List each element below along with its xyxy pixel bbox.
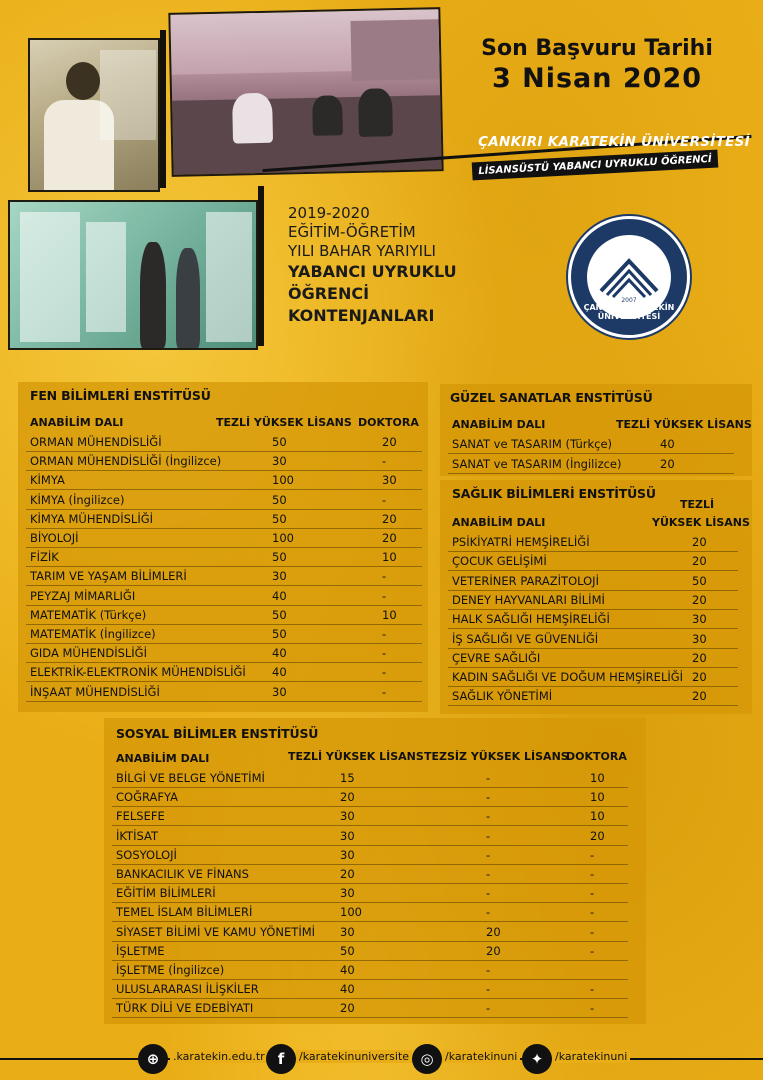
saglik-quota: 30 — [692, 631, 707, 646]
sosyal-quota: - — [590, 1001, 595, 1016]
title-bold: ÖĞRENCİ — [288, 284, 370, 303]
sosyal-row — [112, 902, 628, 922]
guzel-quota: 40 — [660, 437, 675, 451]
university-name: ÇANKIRI KARATEKİN ÜNİVERSİTESİ — [478, 134, 750, 150]
sosyal-department: FELSEFE — [116, 809, 165, 824]
fen-department: BİYOLOJİ — [30, 531, 79, 545]
sosyal-header: ANABİLİM DALI — [116, 752, 210, 765]
fen-quota: 50 — [272, 550, 287, 565]
website-link[interactable]: .karatekin.edu.tr — [170, 1050, 268, 1063]
sosyal-quota: - — [486, 963, 491, 977]
saglik-department: ÇEVRE SAĞLIĞI — [452, 650, 541, 665]
sosyal-header: DOKTORA — [566, 750, 627, 763]
sosyal-quota: 30 — [340, 886, 355, 901]
facebook-icon[interactable]: f — [266, 1044, 296, 1074]
fen-department: MATEMATİK (Türkçe) — [30, 607, 147, 622]
sosyal-row — [112, 922, 628, 942]
sosyal-quota: 50 — [340, 943, 355, 958]
sosyal-quota: - — [590, 886, 595, 901]
sosyal-quota: - — [590, 943, 595, 958]
saglik-department: KADIN SAĞLIĞI VE DOĞUM HEMŞİRELİĞİ — [452, 670, 684, 685]
sosyal-quota: 30 — [340, 924, 355, 939]
saglik-header: ANABİLİM DALI — [452, 516, 546, 529]
fen-quota: 50 — [272, 607, 287, 622]
fen-quota: - — [382, 627, 387, 641]
title-line: 2019-2020 — [288, 204, 370, 222]
sosyal-department: SİYASET BİLİMİ VE KAMU YÖNETİMİ — [116, 924, 316, 939]
twitter-icon[interactable]: ✦ — [522, 1044, 552, 1074]
sosyal-row — [112, 998, 628, 1018]
saglik-row — [448, 667, 738, 687]
guzel-title: GÜZEL SANATLAR ENSTİTÜSÜ — [450, 390, 653, 405]
fen-department: FİZİK — [30, 550, 59, 565]
title-bold: YABANCI UYRUKLU — [288, 262, 457, 281]
sosyal-quota: 20 — [486, 924, 501, 939]
fen-quota: - — [382, 665, 387, 680]
fen-row — [26, 586, 422, 606]
sosyal-quota: 20 — [340, 1001, 355, 1016]
sosyal-quota: - — [590, 982, 595, 997]
fen-row — [26, 451, 422, 471]
fen-quota: 30 — [272, 454, 287, 469]
sosyal-quota: - — [486, 771, 491, 785]
sosyal-department: EĞİTİM BİLİMLERİ — [116, 886, 216, 901]
fen-department: TARIM VE YAŞAM BİLİMLERİ — [30, 569, 187, 584]
saglik-department: ÇOCUK GELİŞİMİ — [452, 554, 547, 569]
title-bold: KONTENJANLARI — [288, 306, 435, 325]
saglik-row — [448, 686, 738, 706]
fen-quota: 100 — [272, 531, 294, 545]
fen-quota: 30 — [382, 473, 397, 488]
fen-quota: 40 — [272, 588, 287, 603]
saglik-department: DENEY HAYVANLARI BİLİMİ — [452, 592, 605, 607]
logo-year: 2007 — [621, 297, 637, 304]
sosyal-quota: 40 — [340, 982, 355, 997]
fen-quota: 20 — [382, 511, 397, 526]
sosyal-quota: - — [486, 847, 491, 862]
saglik-row — [448, 629, 738, 649]
fen-row — [26, 547, 422, 567]
fen-department: MATEMATİK (İngilizce) — [30, 627, 156, 641]
sosyal-department: TEMEL İSLAM BİLİMLERİ — [116, 905, 253, 920]
saglik-row — [448, 609, 738, 629]
sosyal-department: COĞRAFYA — [116, 790, 178, 805]
sosyal-quota: 30 — [340, 828, 355, 843]
fen-quota: 10 — [382, 607, 397, 622]
sosyal-quota: 20 — [340, 790, 355, 805]
fen-department: KİMYA — [30, 473, 65, 488]
sosyal-quota: - — [486, 1001, 491, 1016]
fen-header: TEZLİ YÜKSEK LİSANS — [216, 416, 352, 429]
fen-department: KİMYA (İngilizce) — [30, 492, 125, 507]
fen-quota: - — [382, 588, 387, 603]
sosyal-quota: - — [590, 867, 595, 881]
saglik-department: PSİKİYATRİ HEMŞİRELİĞİ — [452, 535, 590, 549]
sosyal-row — [112, 826, 628, 846]
sosyal-quota: - — [590, 905, 595, 920]
fen-department: PEYZAJ MİMARLIĞI — [30, 588, 136, 603]
fen-quota: 20 — [382, 435, 397, 449]
fen-row — [26, 490, 422, 510]
deadline-date: 3 Nisan 2020 — [491, 63, 703, 94]
fen-department: ORMAN MÜHENDİSLİĞİ — [30, 435, 162, 449]
sosyal-quota: - — [590, 924, 595, 939]
sosyal-quota: - — [486, 790, 491, 805]
tagline: LİSANSÜSTÜ YABANCI UYRUKLU ÖĞRENCİ — [472, 150, 719, 181]
guzel-department: SANAT ve TASARIM (Türkçe) — [452, 437, 613, 451]
saglik-row — [448, 532, 738, 552]
sosyal-department: BANKACILIK VE FİNANS — [116, 867, 249, 881]
title-line: EĞİTİM-ÖĞRETİM — [288, 223, 416, 241]
fen-quota: 50 — [272, 492, 287, 507]
guzel-department: SANAT ve TASARIM (İngilizce) — [452, 457, 622, 471]
fen-row — [26, 662, 422, 682]
fen-row — [26, 470, 422, 490]
fen-header: ANABİLİM DALI — [30, 416, 124, 429]
sosyal-quota: 10 — [590, 771, 605, 785]
saglik-quota: 50 — [692, 573, 707, 588]
saglik-row — [448, 571, 738, 591]
saglik-quota: 20 — [692, 554, 707, 569]
sosyal-department: SOSYOLOJİ — [116, 847, 177, 862]
saglik-row — [448, 590, 738, 610]
sosyal-quota: 10 — [590, 809, 605, 824]
fen-row — [26, 682, 422, 702]
saglik-header: YÜKSEK LİSANS — [652, 516, 750, 529]
twitter-link[interactable]: /karatekinuni — [552, 1050, 630, 1063]
sosyal-row — [112, 960, 628, 980]
saglik-quota: 20 — [692, 535, 707, 549]
sosyal-row — [112, 864, 628, 884]
fen-quota: 100 — [272, 473, 294, 488]
sosyal-quota: 20 — [590, 828, 605, 843]
fen-quota: 10 — [382, 550, 397, 565]
fen-quota: 30 — [272, 684, 287, 699]
instagram-icon[interactable]: ◎ — [412, 1044, 442, 1074]
sosyal-header: TEZSİZ YÜKSEK LİSANS — [424, 750, 569, 763]
fen-header: DOKTORA — [358, 416, 419, 429]
sosyal-quota: 30 — [340, 847, 355, 862]
sosyal-quota: - — [590, 847, 595, 862]
fen-quota: 40 — [272, 646, 287, 661]
globe-icon[interactable]: ⊕ — [138, 1044, 168, 1074]
fen-row — [26, 432, 422, 452]
sosyal-quota: 20 — [340, 867, 355, 881]
fen-department: GIDA MÜHENDİSLİĞİ — [30, 646, 147, 661]
sosyal-department: İKTİSAT — [116, 828, 158, 843]
saglik-quota: 20 — [692, 670, 707, 685]
sosyal-title: SOSYAL BİLİMLER ENSTİTÜSÜ — [116, 726, 319, 741]
sosyal-quota: 100 — [340, 905, 362, 920]
saglik-quota: 20 — [692, 689, 707, 704]
saglik-quota: 30 — [692, 612, 707, 627]
sosyal-department: İŞLETME (İngilizce) — [116, 963, 225, 977]
sosyal-quota: 10 — [590, 790, 605, 805]
facebook-link[interactable]: /karatekinuniversite — [296, 1050, 412, 1063]
saglik-row — [448, 648, 738, 668]
saglik-department: VETERİNER PARAZİTOLOJİ — [452, 573, 599, 588]
fen-department: KİMYA MÜHENDİSLİĞİ — [30, 511, 154, 526]
sosyal-quota: - — [486, 867, 491, 881]
fen-quota: - — [382, 684, 387, 699]
lab-photo — [28, 38, 160, 192]
saglik-quota: 20 — [692, 650, 707, 665]
sosyal-quota: 20 — [486, 943, 501, 958]
fen-quota: 40 — [272, 665, 287, 680]
fen-quota: 20 — [382, 531, 397, 545]
guzel-header: TEZLİ YÜKSEK LİSANS — [616, 418, 752, 431]
logo-text: ÇANKIRI KARATEKİN ÜNİVERSİTESİ — [583, 303, 675, 321]
fen-quota: - — [382, 454, 387, 469]
saglik-department: SAĞLIK YÖNETİMİ — [452, 689, 553, 704]
saglik-department: HALK SAĞLIĞI HEMŞİRELİĞİ — [452, 612, 610, 627]
campus-photo — [168, 7, 443, 177]
guzel-row — [448, 454, 734, 474]
sosyal-header: TEZLİ YÜKSEK LİSANS — [288, 750, 424, 763]
sosyal-row — [112, 845, 628, 865]
sosyal-quota: 40 — [340, 963, 355, 977]
saglik-title: SAĞLIK BİLİMLERİ ENSTİTÜSÜ — [452, 486, 656, 501]
sosyal-quota: 30 — [340, 809, 355, 824]
fen-row — [26, 566, 422, 586]
footer — [0, 1042, 763, 1080]
fen-row — [26, 509, 422, 529]
guzel-quota: 20 — [660, 457, 675, 471]
fen-row — [26, 605, 422, 625]
sosyal-quota: - — [486, 982, 491, 997]
sosyal-row — [112, 787, 628, 807]
fen-department: İNŞAAT MÜHENDİSLİĞİ — [30, 684, 160, 699]
sosyal-quota: - — [486, 905, 491, 920]
saglik-header: TEZLİ — [680, 498, 715, 511]
guzel-header: ANABİLİM DALI — [452, 418, 546, 431]
sosyal-row — [112, 941, 628, 961]
deadline — [452, 36, 742, 94]
title-line: YILI BAHAR YARIYILI — [288, 242, 436, 260]
fen-quota: - — [382, 569, 387, 584]
sosyal-department: İŞLETME — [116, 943, 165, 958]
saglik-row — [448, 551, 738, 571]
fen-quota: 30 — [272, 569, 287, 584]
fen-quota: 50 — [272, 511, 287, 526]
sosyal-row — [112, 979, 628, 999]
sosyal-row — [112, 883, 628, 903]
sosyal-row — [112, 806, 628, 826]
fen-quota: 50 — [272, 435, 287, 449]
fen-quota: - — [382, 646, 387, 661]
sosyal-department: ULUSLARARASI İLİŞKİLER — [116, 982, 259, 997]
fen-title: FEN BİLİMLERİ ENSTİTÜSÜ — [30, 388, 211, 403]
saglik-department: İŞ SAĞLIĞI VE GÜVENLİĞİ — [452, 631, 599, 646]
page-title — [288, 204, 457, 327]
deadline-label: Son Başvuru Tarihi — [481, 36, 713, 61]
sosyal-department: BİLGİ VE BELGE YÖNETİMİ — [116, 771, 265, 785]
fen-row — [26, 624, 422, 644]
fen-row — [26, 643, 422, 663]
fen-quota: - — [382, 492, 387, 507]
sosyal-quota: - — [486, 828, 491, 843]
fen-quota: 50 — [272, 627, 287, 641]
fen-department: ELEKTRİK-ELEKTRONİK MÜHENDİSLİĞİ — [30, 665, 246, 680]
sosyal-quota: - — [486, 809, 491, 824]
fen-row — [26, 528, 422, 548]
university-logo — [568, 216, 690, 338]
sosyal-department: TÜRK DİLİ VE EDEBİYATI — [116, 1001, 254, 1016]
library-photo — [8, 200, 258, 350]
sosyal-quota: 15 — [340, 771, 355, 785]
sosyal-quota: - — [486, 886, 491, 901]
saglik-quota: 20 — [692, 592, 707, 607]
sosyal-row — [112, 768, 628, 788]
fen-department: ORMAN MÜHENDİSLİĞİ (İngilizce) — [30, 454, 222, 469]
guzel-row — [448, 434, 734, 454]
instagram-link[interactable]: /karatekinuni — [442, 1050, 520, 1063]
